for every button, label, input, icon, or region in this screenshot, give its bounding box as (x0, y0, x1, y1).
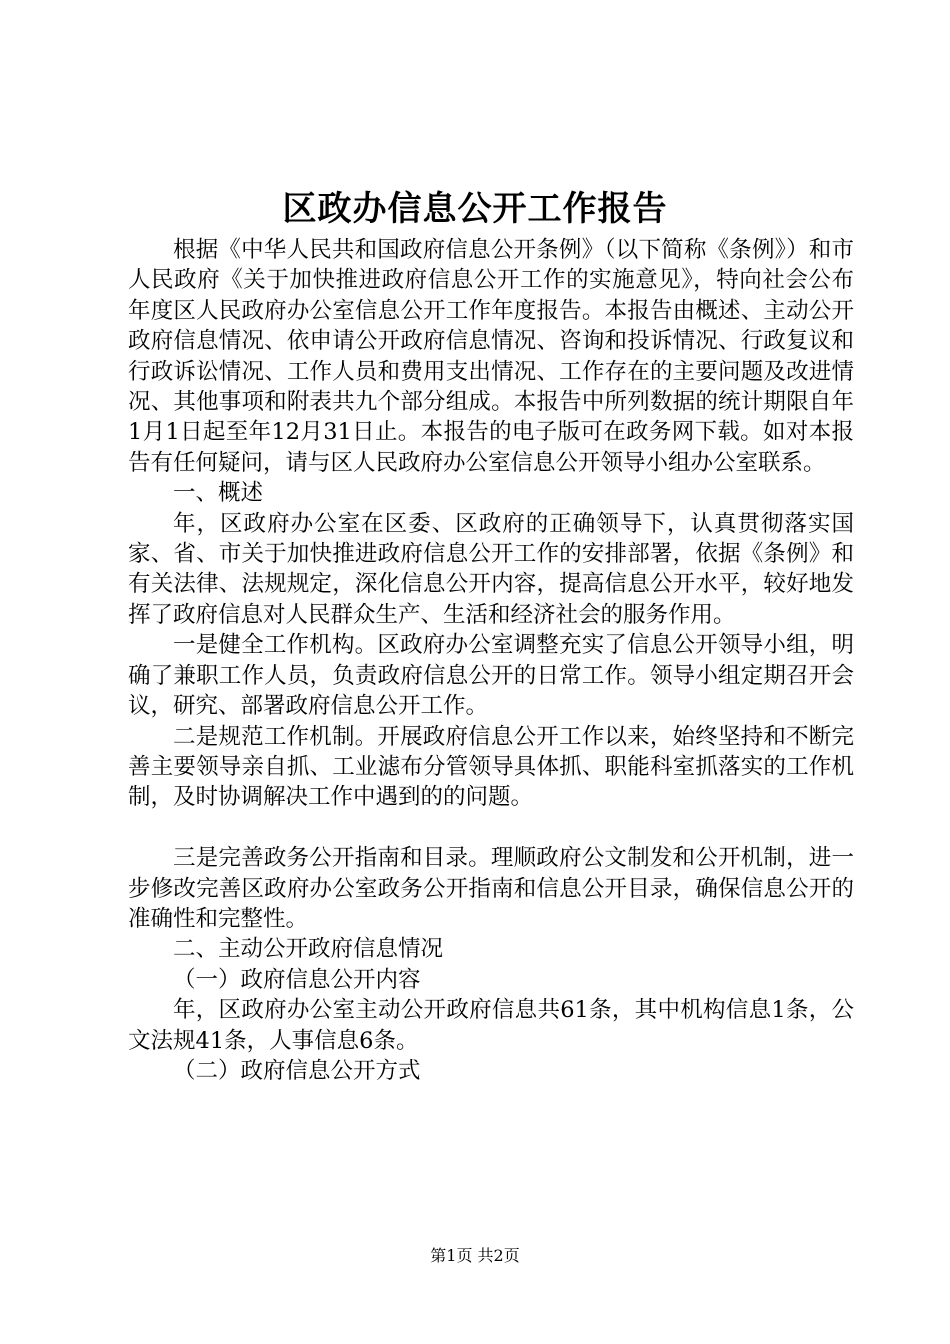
subsection-heading-content: （一）政府信息公开内容 (173, 966, 421, 993)
document-body (128, 235, 854, 1086)
page-number-footer: 第1页 共2页 (430, 1246, 520, 1265)
subsection-heading-method: （二）政府信息公开方式 (173, 1057, 421, 1084)
document-title: 区政办信息公开工作报告 (282, 189, 668, 229)
section-heading-proactive: 二、主动公开政府信息情况 (173, 936, 444, 963)
section-heading-overview: 一、概述 (173, 480, 264, 507)
point-two-paragraph: 二是规范工作机制。开展政府信息公开工作以来，始终坚持和不断完善主要领导亲自抓、工业滤布分管领导具体抓、职能科室抓落实的工作机制，及时协调解决工作中遇到的的问题。 (128, 723, 854, 811)
intro-paragraph: 根据《中华人民共和国政府信息公开条例》（以下简称《条例》）和市人民政府《关于加快推进政府信息公开工作的实施意见》，特向社会公布年度区人民政府办公室信息公开工作年度报告。本报告由概述、主动公开政府信息情况、依申请公开政府信息情况、咨询和投诉情况、行政复议和行政诉讼情况、工作人员和费用支出情况、工作存在的主要问题及改进情况、其他事项和附表共九个部分组成。本报告中所列数据的统计期限自年1月1日起至年12月31日止。本报告的电子版可在政务网下载。如对本报告有任何疑问，请与区人民政府办公室信息公开领导小组办公室联系。 (128, 237, 854, 476)
overview-paragraph: 年，区政府办公室在区委、区政府的正确领导下，认真贯彻落实国家、省、市关于加快推进政府信息公开工作的安排部署，依据《条例》和有关法律、法规规定，深化信息公开内容，提高信息公开水平，较好地发挥了政府信息对人民群众生产、生活和经济社会的服务作用。 (128, 510, 854, 628)
point-one-paragraph: 一是健全工作机构。区政府办公室调整充实了信息公开领导小组，明确了兼职工作人员，负责政府信息公开的日常工作。领导小组定期召开会议，研究、部署政府信息公开工作。 (128, 632, 854, 720)
content-paragraph: 年，区政府办公室主动公开政府信息共61条，其中机构信息1条，公文法规41条，人事信息6条。 (128, 997, 854, 1054)
point-three-paragraph: 三是完善政务公开指南和目录。理顺政府公文制发和公开机制，进一步修改完善区政府办公室政务公开指南和信息公开目录，确保信息公开的准确性和完整性。 (128, 845, 854, 932)
